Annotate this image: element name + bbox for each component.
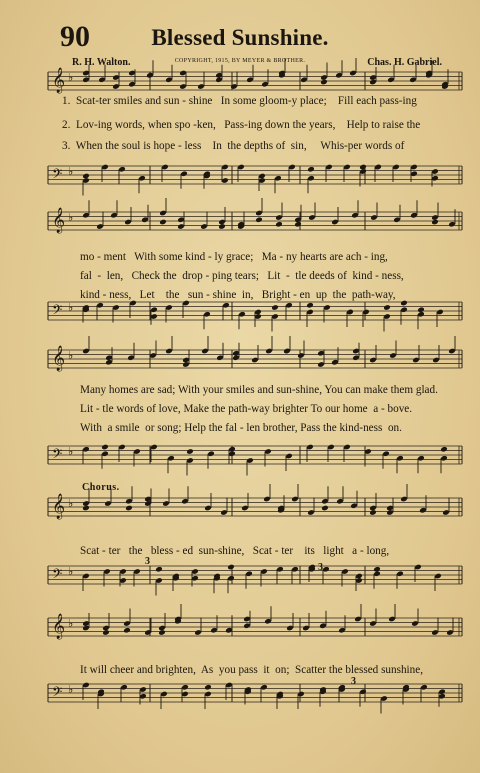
note-head bbox=[125, 505, 133, 512]
triplet-mark: 3 bbox=[318, 562, 323, 573]
note-head bbox=[123, 627, 131, 634]
verse-2-line-3: Lit - tle words of love, Make the path-way brighter To our home a - bove. bbox=[80, 403, 413, 415]
verse-2-line-2: fal - len, Check the drop - ping tears; Lit - tle deeds of kind - ness, bbox=[80, 270, 404, 282]
note-head bbox=[271, 304, 279, 311]
note-head bbox=[307, 166, 315, 173]
verse-3-line-3: With a smile or song; Help the fal - len brother, Pass the kind-ness on. bbox=[80, 422, 402, 434]
bass-clef-icon: 𝄢 bbox=[52, 166, 63, 185]
note-head bbox=[275, 221, 283, 228]
note-head bbox=[101, 444, 109, 451]
bass-clef-icon: 𝄢 bbox=[52, 566, 63, 585]
hymn-composer: Chas. H. Gabriel. bbox=[367, 57, 442, 68]
chorus-line-1: Scat - ter the bless - ed sun-shine, Scat - ter its light a - long, bbox=[80, 545, 390, 557]
note-head bbox=[204, 684, 212, 691]
note-head bbox=[218, 223, 226, 230]
hymn-title: Blessed Sunshine. bbox=[151, 25, 329, 50]
bass-clef-icon: 𝄢 bbox=[52, 684, 63, 703]
treble-clef-icon: 𝄞 bbox=[52, 614, 66, 639]
note-head bbox=[369, 509, 377, 516]
note-head bbox=[102, 629, 110, 636]
verse-3-line-2: kind - ness, Let the sun - shine in, Bright - en up the path-way, bbox=[80, 289, 396, 301]
chorus-label: Chorus. bbox=[82, 482, 120, 493]
flat-icon: ♭ bbox=[68, 349, 74, 362]
triplet-mark: 3 bbox=[351, 676, 356, 687]
flat-icon: ♭ bbox=[68, 301, 74, 314]
bass-clef-icon: 𝄢 bbox=[52, 446, 63, 465]
treble-clef-icon: 𝄞 bbox=[52, 494, 66, 519]
note-head bbox=[227, 564, 235, 571]
flat-icon: ♭ bbox=[68, 165, 74, 178]
copyright-notice: COPYRIGHT, 1915, BY MEYER & BROTHER. bbox=[174, 58, 306, 64]
treble-clef-icon: 𝄞 bbox=[52, 208, 66, 233]
flat-icon: ♭ bbox=[68, 565, 74, 578]
note-head bbox=[440, 446, 448, 453]
verse-1-line-3: Many homes are sad; With your smiles and sun-shine, You can make them glad. bbox=[80, 384, 438, 396]
note-head bbox=[431, 219, 439, 226]
verse-2-line-1: 2. Lov-ing words, when spo -ken, Pass-ing down the years, Help to raise the bbox=[62, 119, 421, 131]
verse-1-line-2: mo - ment With some kind - ly grace; Ma - ny hearts are ach - ing, bbox=[80, 251, 388, 263]
note-head bbox=[186, 448, 194, 455]
note-head bbox=[159, 219, 167, 226]
treble-clef-icon: 𝄞 bbox=[52, 68, 66, 93]
note-head bbox=[294, 221, 302, 228]
flat-icon: ♭ bbox=[68, 211, 74, 224]
triplet-mark: 3 bbox=[145, 556, 150, 567]
bass-clef-icon: 𝄢 bbox=[52, 302, 63, 321]
flat-icon: ♭ bbox=[68, 617, 74, 630]
flat-icon: ♭ bbox=[68, 683, 74, 696]
note-head bbox=[82, 173, 90, 180]
note-head bbox=[82, 505, 90, 512]
verse-1-line-1: 1. Scat-ter smiles and sun - shine In some gloom-y place; Fill each pass-ing bbox=[62, 95, 417, 107]
note-head bbox=[158, 629, 166, 636]
note-head bbox=[155, 566, 163, 573]
note-head bbox=[306, 302, 314, 309]
note-head bbox=[417, 306, 425, 313]
hymn-number: 90 bbox=[60, 20, 90, 53]
hymn-author: R. H. Walton. bbox=[72, 57, 131, 68]
note-head bbox=[320, 79, 328, 86]
note-head bbox=[383, 304, 391, 311]
note-head bbox=[400, 300, 408, 307]
treble-clef-icon: 𝄞 bbox=[52, 346, 66, 371]
note-head bbox=[373, 566, 381, 573]
chorus-line-2: It will cheer and brighten, As you pass it on; Scatter the blessed sunshine, bbox=[80, 664, 424, 676]
note-head bbox=[321, 505, 329, 512]
flat-icon: ♭ bbox=[68, 71, 74, 84]
note-head bbox=[255, 216, 263, 223]
verse-3-line-1: 3. When the soul is hope - less In the depths of sin, Whis-per words of bbox=[62, 140, 405, 152]
flat-icon: ♭ bbox=[68, 445, 74, 458]
flat-icon: ♭ bbox=[68, 497, 74, 510]
note-head bbox=[359, 164, 367, 171]
